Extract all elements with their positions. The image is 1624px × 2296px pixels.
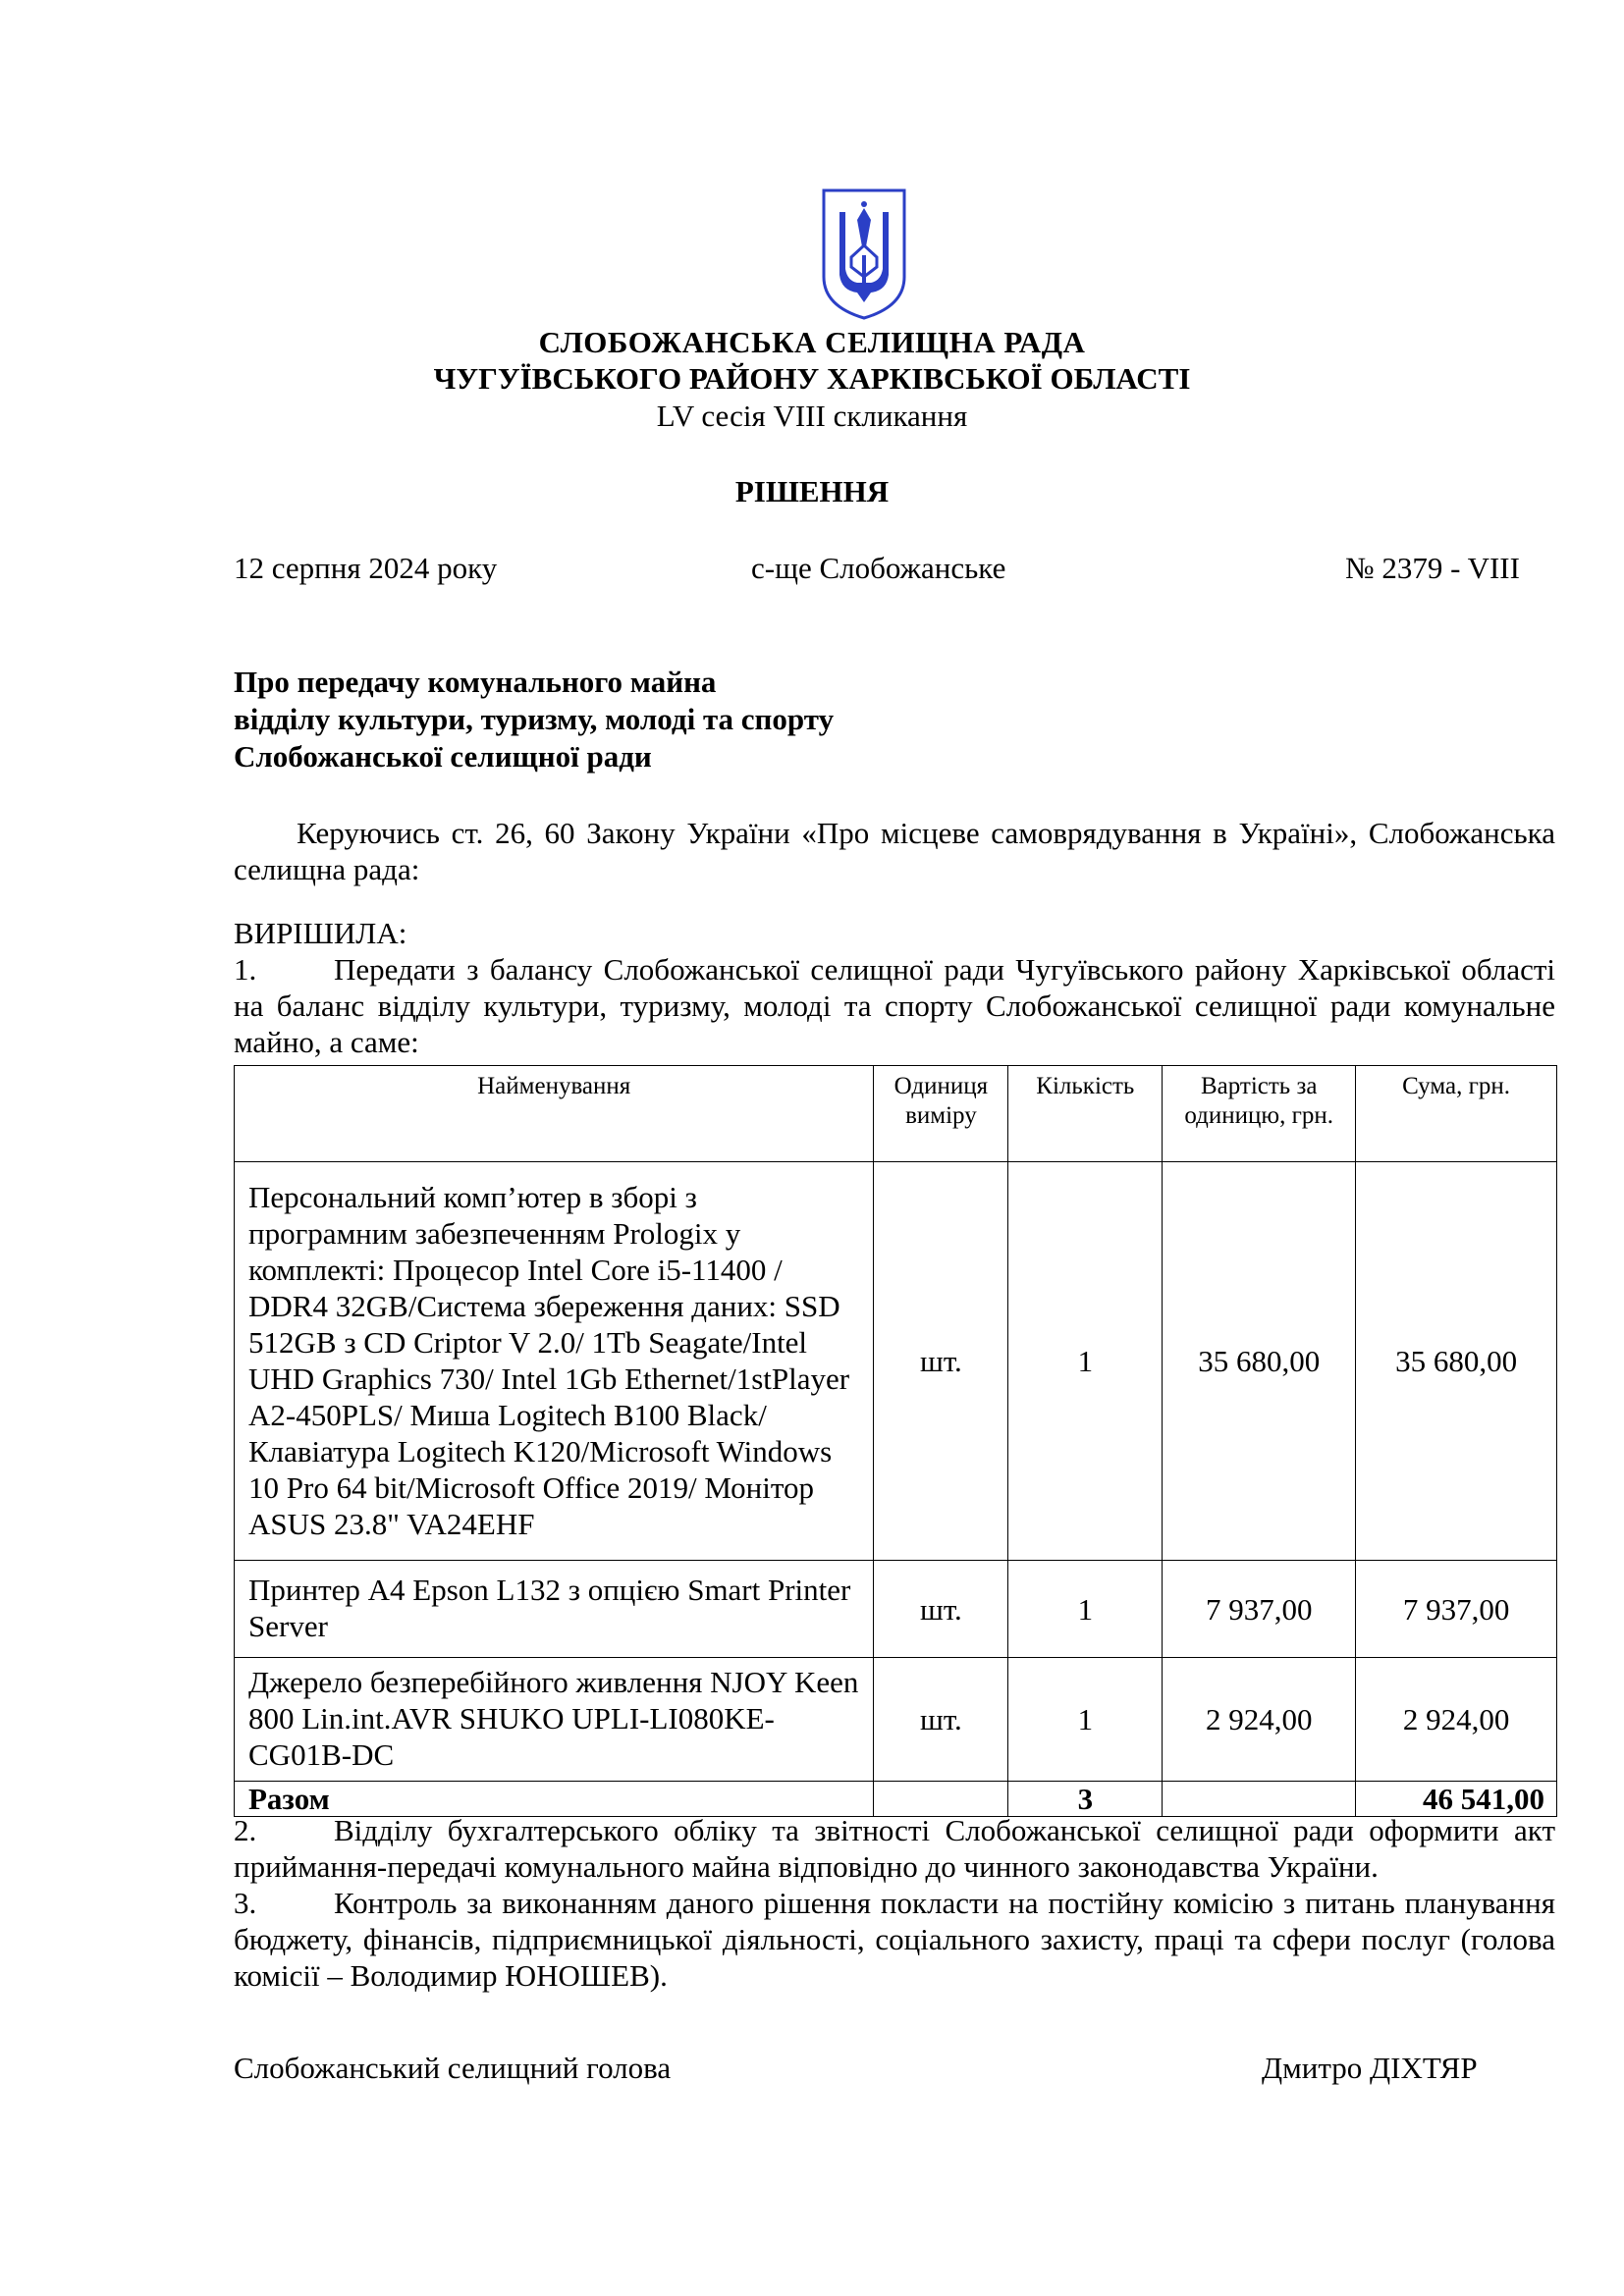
item-qty: 1 [1008,1658,1163,1782]
item-number: 1. [234,952,257,987]
item-qty: 1 [1008,1561,1163,1658]
table-row [235,1162,1557,1561]
subject-line: Про передачу комунального майна [234,665,717,699]
table-row [235,1561,1557,1658]
assets-table [234,1065,1557,1817]
session-info: LV сесія VIII скликання [656,399,968,433]
district-name: ЧУГУЇВСЬКОГО РАЙОНУ ХАРКІВСЬКОЇ ОБЛАСТІ [433,361,1191,396]
item-sum: 7 937,00 [1356,1561,1557,1658]
decision-date: 12 серпня 2024 року [234,551,498,585]
item-sum: 35 680,00 [1356,1162,1557,1561]
item-number: 3. [234,1886,257,1920]
total-qty: 3 [1008,1782,1163,1817]
item-number: 2. [234,1813,257,1847]
table-header-row [235,1066,1557,1162]
signer-position: Слобожанський селищний голова [234,2051,672,2085]
total-label: Разом [235,1782,874,1817]
subject-line: Слобожанської селищної ради [234,739,652,774]
column-header-price: Вартість за одиницю, грн. [1163,1066,1356,1162]
decision-subject [234,664,834,775]
council-name: СЛОБОЖАНСЬКА СЕЛИЩНА РАДА [538,325,1086,359]
item-name: Принтер А4 Epson L132 з опцією Smart Printer Server [235,1561,874,1658]
decided-label: ВИРІШИЛА: [234,916,407,950]
item-name: Персональний комп’ютер в зборі з програмним забезпеченням Prologix у комплекті: Процесор Intel Core i5-11400 / DDR4 32GB/Система збереження даних: SSD 512GB з CD Criptor V 2.0/ 1Tb Seagate/Intel UHD Graphics 730/ Intel 1Gb Ethernet/1stPlayer A2-450PLS/ Миша Logitech B100 Black/Клавіатура Logitech K120/Microsoft Windows 10 Pro 64 bit/Microsoft Office 2019/ Монітор ASUS 23.8" VA24EHF [235,1162,874,1561]
item-price: 2 924,00 [1163,1658,1356,1782]
decision-place: с-ще Слобожанське [751,551,1006,585]
subject-line: відділу культури, туризму, молоді та спорту [234,702,835,736]
decision-number: № 2379 - VIII [1345,551,1520,585]
item-name: Джерело безперебійного живлення NJOY Keen 800 Lin.int.AVR SHUKO UPLI-LI080KE-CG01B-DC [235,1658,874,1782]
item-unit: шт. [874,1658,1008,1782]
total-sum: 46 541,00 [1356,1782,1557,1817]
table-row [235,1658,1557,1782]
coat-of-arms-icon [818,187,910,322]
decision-item-2 [234,1812,1555,1885]
document-title: РІШЕННЯ [734,474,890,508]
column-header-sum: Сума, грн. [1356,1066,1557,1162]
preamble: Керуючись ст. 26, 60 Закону України «Про місцеве самоврядування в Україні», Слобожанська селищна рада: [234,816,1555,886]
item-text: Передати з балансу Слобожанської селищної ради Чугуївського району Харківської області на баланс відділу культури, туризму, молоді та спорту Слобожанської селищної ради комунальне майно, а саме: [234,952,1555,1059]
column-header-name: Найменування [235,1066,874,1162]
item-unit: шт. [874,1561,1008,1658]
item-unit: шт. [874,1162,1008,1561]
signer-name: Дмитро ДІХТЯР [1262,2051,1478,2085]
item-price: 7 937,00 [1163,1561,1356,1658]
decision-item-3 [234,1885,1555,1994]
item-price: 35 680,00 [1163,1162,1356,1561]
column-header-qty: Кількість [1008,1066,1163,1162]
item-text: Контроль за виконанням даного рішення покласти на постійну комісію з питань планування бюджету, фінансів, підприємницької діяльності, соціального захисту, праці та сфери послуг (голова комісії – Володимир ЮНОШЕВ). [234,1886,1555,1993]
item-qty: 1 [1008,1162,1163,1561]
column-header-unit: Одиниця виміру [874,1066,1008,1162]
item-sum: 2 924,00 [1356,1658,1557,1782]
decision-item-1 [234,951,1555,1060]
item-text: Відділу бухгалтерського обліку та звітності Слобожанської селищної ради оформити акт приймання-передачі комунального майна відповідно до чинного законодавства України. [234,1813,1555,1884]
